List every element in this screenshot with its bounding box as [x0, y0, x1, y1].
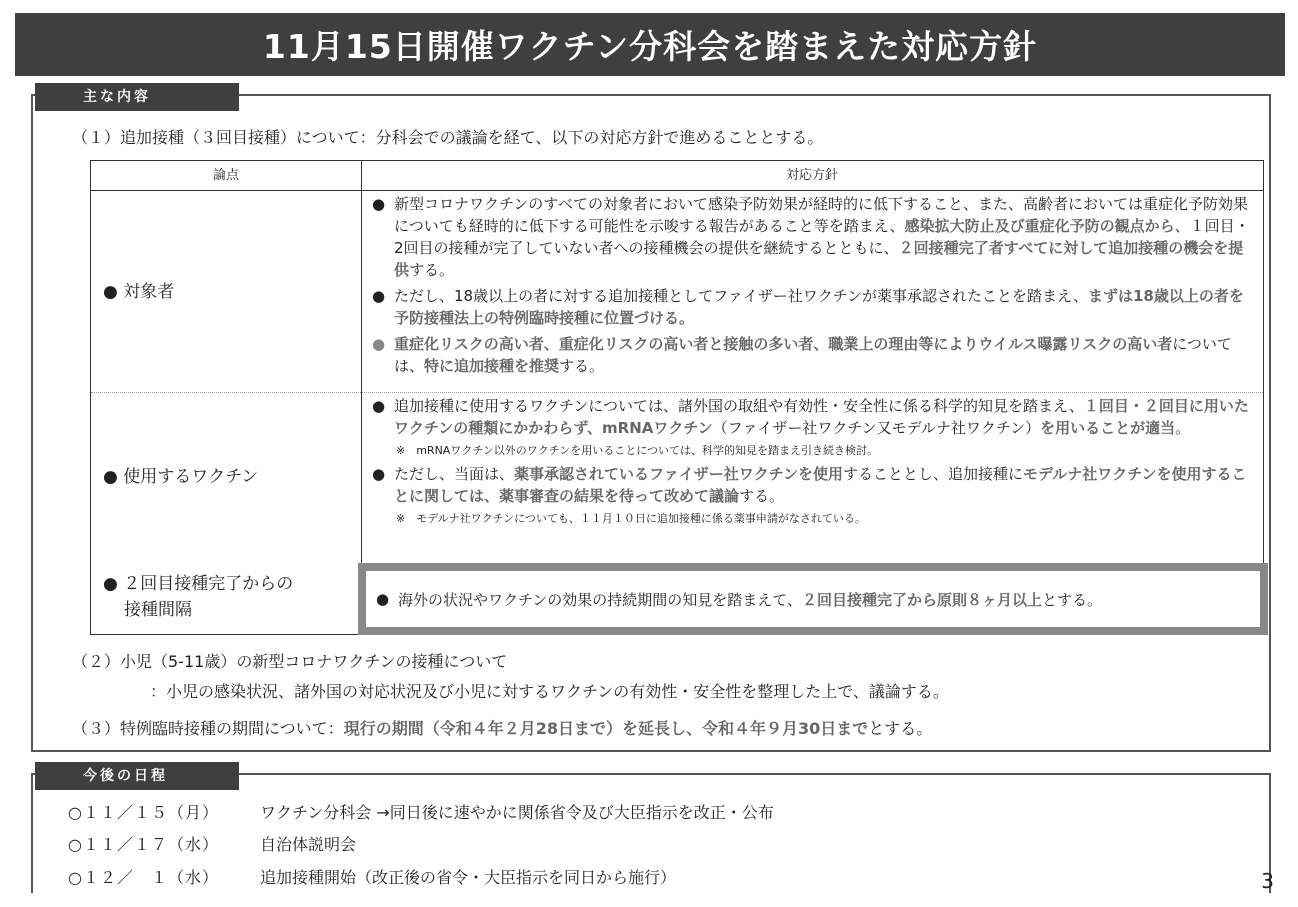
target-bullet-2: ● ただし、18歳以上の者に対する追加接種としてファイザー社ワクチンが薬事承認されたことを踏まえ、まずは18歳以上の者を予防接種法上の特例臨時接種に位置づける。 — [372, 287, 1244, 327]
row-label-target: ● 対象者 — [103, 282, 175, 302]
row-label-vaccine: ● 使用するワクチン — [103, 467, 259, 487]
schedule-item: ○１２／ １（水） 追加接種開始（改正後の省令・大臣指示を同日から施行） — [68, 868, 677, 887]
vaccine-note-2: ※ モデルナ社ワクチンについても、１１月１０日に追加接種に係る薬事申請がなされている。 — [396, 512, 866, 525]
col-header-policy: 対応方針 — [361, 161, 1263, 191]
schedule-label: 今後の日程 — [35, 762, 239, 790]
target-bullet-1: ● 新型コロナワクチンのすべての対象者において感染予防効果が経時的に低下すること、また、高齢者においては重症化予防効果についても経時的に低下する可能性を示唆する報告があること等を踏まえ、感染拡大防止及び重症化予防の観点から、１回目・2回目の接種が完了していない者への接種機会の提供を継続するとともに、２回接種完了者すべてに対して追加接種の機会を提供する。 — [372, 195, 1250, 279]
col-header-issue: 論点 — [91, 161, 361, 191]
row-label-interval — [103, 571, 293, 623]
interval-label-line1: ● ２回目接種完了からの — [103, 574, 294, 594]
item3-text: （３）特例臨時接種の期間について：現行の期間（令和４年２月28日まで）を延長し、令和４年９月30日までとする。 — [72, 719, 933, 738]
item2-line1: （２）小児（5-11歳）の新型コロナワクチンの接種について — [72, 652, 508, 671]
vaccine-bullet-1: ● 追加接種に使用するワクチンについては、諸外国の取組や有効性・安全性に係る科学的知見を踏まえ、１回目・２回目に用いたワクチンの種類にかかわらず、mRNAワクチン（ファイザー社ワクチン又モデルナ社ワクチン）を用いることが適当。 — [372, 397, 1249, 437]
page-number: 3 — [1261, 869, 1274, 893]
row-cell-vaccine — [372, 395, 1252, 531]
interval-label-line2: 接種間隔 — [124, 600, 192, 620]
main-content-label: 主な内容 — [35, 83, 239, 111]
item1-text: （１）追加接種（３回目接種）について：分科会での議論を経て、以下の対応方針で進めることとする。 — [72, 128, 824, 147]
title-bar — [15, 13, 1285, 76]
callout-highlight: ２回目接種完了から原則８ヶ月以上 — [801, 590, 1042, 609]
row-cell-target — [372, 193, 1252, 381]
callout-text-1: 海外の状況やワクチンの効果の持続期間の知見を踏まえて、 — [398, 590, 802, 609]
schedule-item: ○１１／１７（水） 自治体説明会 — [68, 835, 357, 854]
schedule-item: ○１１／１５（月） ワクチン分科会 →同日後に速やかに関係省令及び大臣指示を改正・公布 — [68, 803, 774, 822]
callout-text-2: とする。 — [1041, 590, 1102, 609]
callout-bullet: ● — [376, 590, 390, 608]
target-bullet-3: ● 重症化リスクの高い者、重症化リスクの高い者と接触の多い者、職業上の理由等によりウイルス曝露リスクの高い者については、特に追加接種を推奨する。 — [372, 335, 1232, 375]
interval-callout — [358, 563, 1268, 635]
vaccine-bullet-2: ● ただし、当面は、薬事承認されているファイザー社ワクチンを使用することとし、追加接種にモデルナ社ワクチンを使用することに関しては、薬事審査の結果を待って改めて議論する。 — [372, 465, 1247, 505]
page-title: 11月15日開催ワクチン分科会を踏まえた対応方針 — [262, 27, 1038, 66]
row-divider — [91, 392, 1263, 393]
vaccine-note-1: ※ mRNAワクチン以外のワクチンを用いることについては、科学的知見を踏まえ引き続き検討。 — [396, 444, 879, 457]
item2-line2: ：小児の感染状況、諸外国の対応状況及び小児に対するワクチンの有効性・安全性を整理した上で、議論する。 — [150, 682, 949, 701]
